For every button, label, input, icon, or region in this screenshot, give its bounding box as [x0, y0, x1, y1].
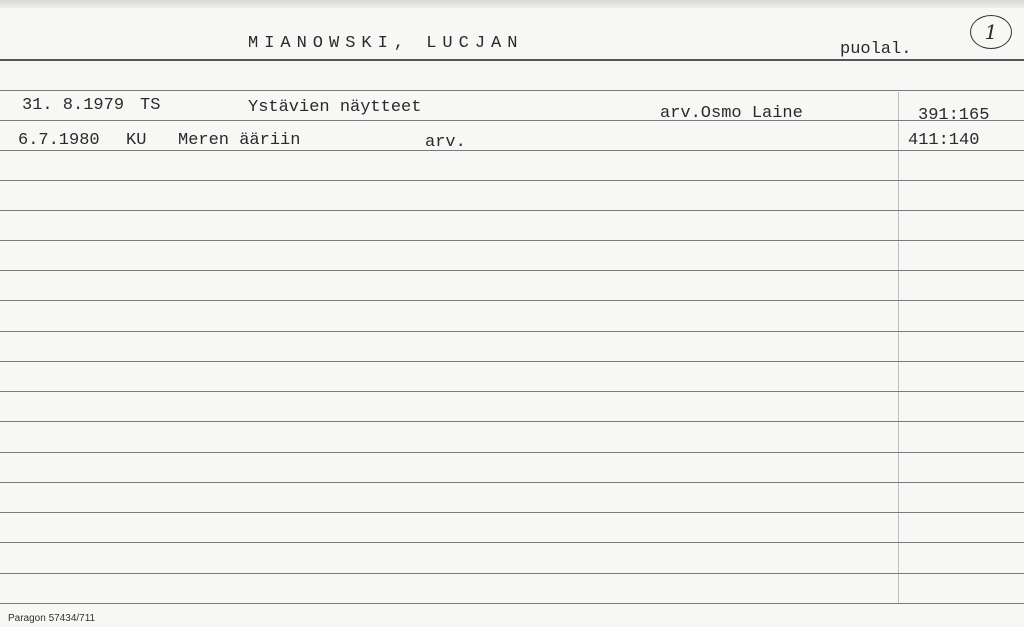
ruled-line [0, 421, 1024, 422]
ruled-line [0, 573, 1024, 574]
entry-ref: 411:140 [908, 131, 980, 150]
entry-theatre: TS [140, 96, 161, 115]
ruled-line [0, 361, 1024, 362]
ruled-line [0, 542, 1024, 543]
ruled-line [0, 391, 1024, 392]
ruled-line [0, 240, 1024, 241]
entry-ref: 391:165 [918, 106, 990, 125]
author-name: MIANOWSKI, LUCJAN [248, 34, 524, 53]
entry-title: Ystävien näytteet [248, 98, 422, 117]
ruled-line [0, 452, 1024, 453]
entry-date: 31. 8.1979 [22, 96, 125, 115]
ruled-line [0, 270, 1024, 271]
ruled-line [0, 180, 1024, 181]
ruled-line [0, 603, 1024, 604]
card-number-circle: 1 [970, 15, 1012, 49]
entry-theatre: KU [126, 131, 147, 150]
ruled-line [0, 120, 1024, 121]
ruled-line [0, 300, 1024, 301]
ruled-line [0, 331, 1024, 332]
language-label: puolal. [840, 40, 912, 59]
card-top-edge [0, 0, 1024, 8]
entry-note: arv.Osmo Laine [660, 104, 803, 123]
ruled-line [0, 90, 1024, 91]
entry-note: arv. [425, 133, 466, 152]
header-rule [0, 59, 1024, 61]
ruled-line [0, 210, 1024, 211]
ruled-line [0, 150, 1024, 151]
ruled-line [0, 512, 1024, 513]
entry-title: Meren ääriin [178, 131, 301, 150]
printer-imprint: Paragon 57434/711 [8, 613, 96, 624]
column-divider [898, 92, 899, 604]
entry-date: 6.7.1980 [18, 131, 100, 150]
ruled-line [0, 482, 1024, 483]
